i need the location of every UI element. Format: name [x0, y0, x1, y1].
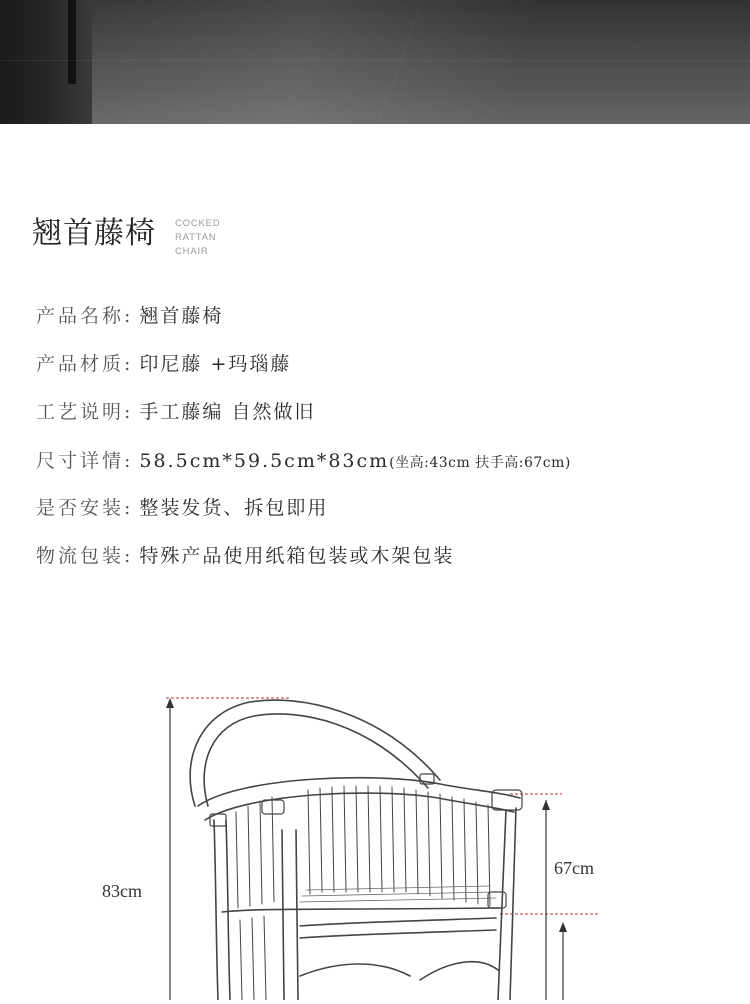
spec-label: 物流包装: — [36, 545, 134, 567]
dimension-value: 58.5cm*59.5cm*83cm — [139, 450, 390, 472]
spec-value: 整装发货、拆包即用 — [139, 497, 329, 519]
spec-row-packaging — [36, 540, 454, 572]
spec-value: 特殊产品使用纸箱包装或木架包装 — [139, 545, 455, 567]
right-post — [498, 810, 506, 1000]
dimension-diagram — [0, 680, 750, 1000]
rattan-bindings — [210, 774, 522, 908]
spec-value: 手工藤编 自然做旧 — [139, 401, 316, 423]
seat-arrow-icon — [559, 922, 567, 932]
seat-front-rail — [300, 918, 496, 926]
side-spindles — [240, 916, 266, 1000]
hero-photo — [0, 0, 750, 124]
seat-weave — [300, 886, 496, 902]
title-en-line-1: COCKED — [175, 218, 221, 229]
back-hoop-outer — [190, 700, 440, 806]
spec-label: 尺寸详情: — [36, 450, 134, 472]
height-label: 83cm — [102, 881, 142, 901]
spec-label: 产品材质: — [36, 353, 134, 375]
front-left-leg — [282, 830, 284, 1000]
front-left-leg-inner — [296, 830, 298, 1000]
wall-edge — [68, 0, 76, 84]
chair-drawing — [190, 700, 522, 1000]
spec-row-material — [36, 348, 291, 380]
dimension-note: (坐高:43cm 扶手高:67cm) — [389, 455, 571, 471]
spec-row-installation — [36, 492, 328, 524]
dark-wall — [0, 0, 92, 124]
product-title: 翘首藤椅 — [32, 216, 156, 251]
back-hoop-inner — [204, 714, 428, 806]
chair-dimension-illustration — [0, 680, 750, 1000]
height-measure — [166, 698, 290, 1000]
right-post-inner — [510, 808, 516, 1000]
spec-row-craft — [36, 396, 315, 428]
spec-row-name — [36, 300, 223, 332]
left-post — [214, 820, 218, 1000]
arm-rail-inner — [205, 793, 514, 820]
armrest-height-label: 67cm — [554, 858, 594, 878]
back-spindles — [236, 786, 490, 908]
spec-value — [139, 450, 570, 472]
spec-label: 产品名称: — [36, 305, 134, 327]
armrest-arrow-icon — [542, 800, 550, 810]
lower-stretcher-arch — [300, 964, 410, 976]
seat-front-rail-lower — [300, 930, 496, 938]
arm-rail-outer — [198, 778, 520, 806]
spec-row-dimensions — [36, 445, 571, 477]
height-arrow-icon — [166, 698, 174, 708]
spec-label: 工艺说明: — [36, 401, 134, 423]
lower-stretcher-arch-right — [420, 962, 498, 980]
spec-value: 印尼藤 +玛瑙藤 — [139, 353, 292, 375]
floor-texture — [0, 0, 750, 124]
seat-rail — [222, 908, 500, 912]
product-title-english — [175, 217, 220, 259]
title-en-line-2: RATTAN CHAIR — [175, 232, 217, 257]
floor-seam — [0, 60, 750, 61]
spec-value: 翘首藤椅 — [139, 305, 224, 327]
left-post-inner — [226, 820, 230, 1000]
spec-label: 是否安装: — [36, 497, 134, 519]
